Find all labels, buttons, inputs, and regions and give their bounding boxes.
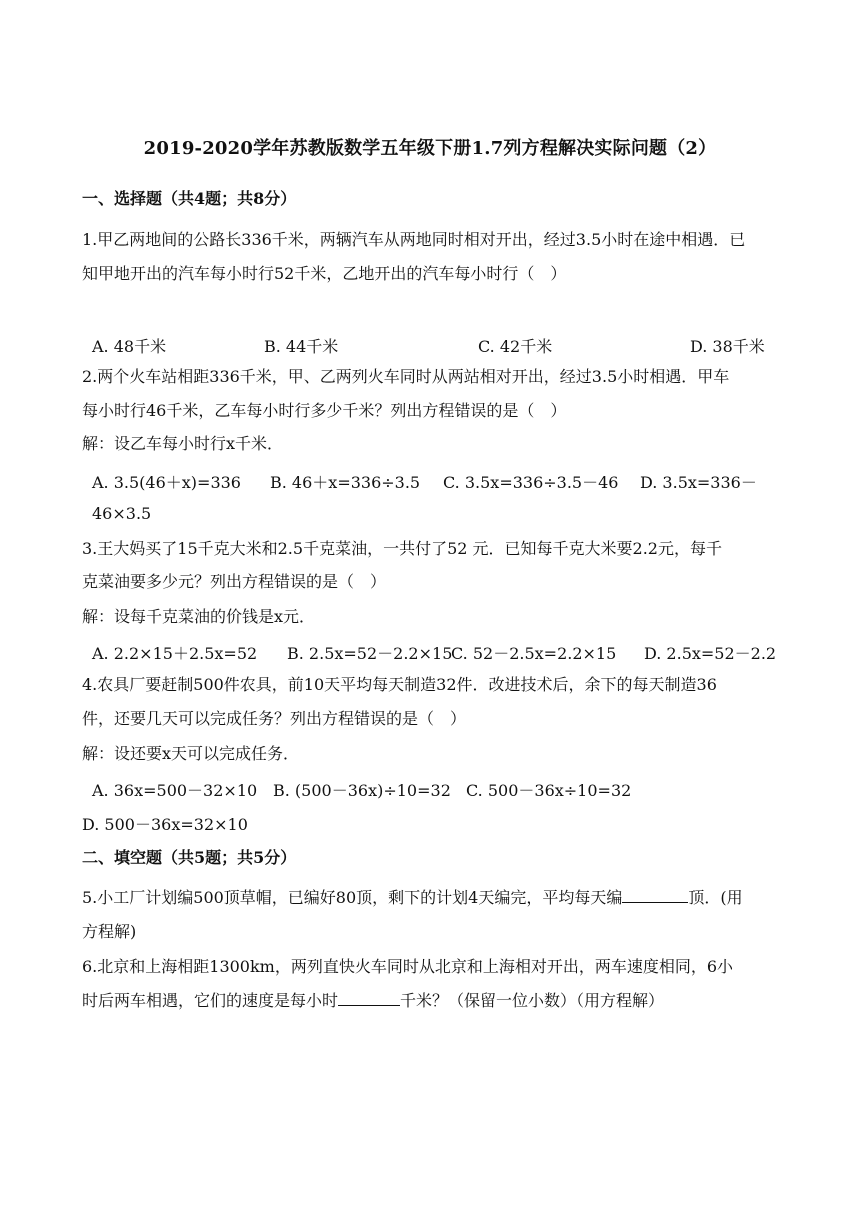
section-heading-choice: 一、选择题（共4题；共8分） <box>82 189 297 208</box>
question-1-line-2: 知甲地开出的汽车每小时行52千米，乙地开出的汽车每小时行（ ） <box>82 264 567 283</box>
question-3-option-a: A. 2.2×15＋2.5x=52 <box>92 644 258 663</box>
page-title: 2019-2020学年苏教版数学五年级下册1.7列方程解决实际问题（2） <box>143 138 717 159</box>
question-4-option-d: D. 500－36x=32×10 <box>82 815 248 834</box>
question-1-line-1: 1.甲乙两地间的公路长336千米，两辆汽车从两地同时相对开出，经过3.5小时在途中相遇．已 <box>82 230 746 249</box>
question-2-line-2: 每小时行46千米，乙车每小时行多少千米？列出方程错误的是（ ） <box>82 401 567 420</box>
question-3-solution: 解：设每千克菜油的价钱是x元． <box>82 607 316 626</box>
question-6-text-after: 千米？（保留一位小数）（用方程解） <box>400 991 665 1010</box>
question-6-text-before: 时后两车相遇，它们的速度是每小时 <box>82 991 339 1010</box>
question-2-option-a: A. 3.5(46＋x)=336 <box>92 473 241 492</box>
question-2-line-1: 2.两个火车站相距336千米，甲、乙两列火车同时从两站相对开出，经过3.5小时相遇．甲车 <box>82 367 730 386</box>
question-3-option-d: D. 2.5x=52－2.2 <box>644 644 777 663</box>
question-4-option-a: A. 36x=500－32×10 <box>92 781 258 800</box>
question-1-option-d: D. 38千米 <box>690 337 765 356</box>
question-3-line-2: 克菜油要多少元？列出方程错误的是（ ） <box>82 572 387 591</box>
question-2-option-d: D. 3.5x=336－ <box>640 473 757 492</box>
question-4-option-c: C. 500－36x÷10=32 <box>466 781 632 800</box>
question-1-option-a: A. 48千米 <box>92 337 167 356</box>
question-4-line-2: 件，还要几天可以完成任务？列出方程错误的是（ ） <box>82 709 467 728</box>
question-4-line-1: 4.农具厂要赶制500件农具，前10天平均每天制造32件．改进技术后，余下的每天制造36 <box>82 675 717 694</box>
question-4-solution: 解：设还要x天可以完成任务． <box>82 744 300 763</box>
question-3-option-c: C. 52－2.5x=2.2×15 <box>451 644 617 663</box>
question-5-text-before: 5.小工厂计划编500顶草帽，已编好80顶，剩下的计划4天编完，平均每天编 <box>82 888 623 907</box>
question-6-answer-blank[interactable] <box>338 1005 400 1006</box>
question-3-option-b: B. 2.5x=52－2.2×15 <box>287 644 453 663</box>
question-6-line-1: 6.北京和上海相距1300km，两列直快火车同时从北京和上海相对开出，两车速度相同，6小 <box>82 957 734 976</box>
question-2-option-c: C. 3.5x=336÷3.5－46 <box>443 473 619 492</box>
question-1-option-b: B. 44千米 <box>264 337 339 356</box>
section-heading-fill-in: 二、填空题（共5题；共5分） <box>82 848 297 867</box>
question-3-line-1: 3.王大妈买了15千克大米和2.5千克菜油，一共付了52 元．已知每千克大米要2.2元，每千 <box>82 539 722 558</box>
question-5-text-after: 顶．(用 <box>688 888 743 907</box>
question-6-line-2 <box>82 991 664 1011</box>
question-5-line-2: 方程解) <box>82 922 137 941</box>
question-2-option-d-continued: 46×3.5 <box>92 504 152 523</box>
question-2-solution: 解：设乙车每小时行x千米． <box>82 434 284 453</box>
question-4-option-b: B. (500－36x)÷10=32 <box>273 781 451 800</box>
question-1-option-c: C. 42千米 <box>478 337 553 356</box>
question-2-option-b: B. 46＋x=336÷3.5 <box>270 473 421 492</box>
question-5-line-1 <box>82 888 743 908</box>
question-5-answer-blank[interactable] <box>622 902 688 903</box>
